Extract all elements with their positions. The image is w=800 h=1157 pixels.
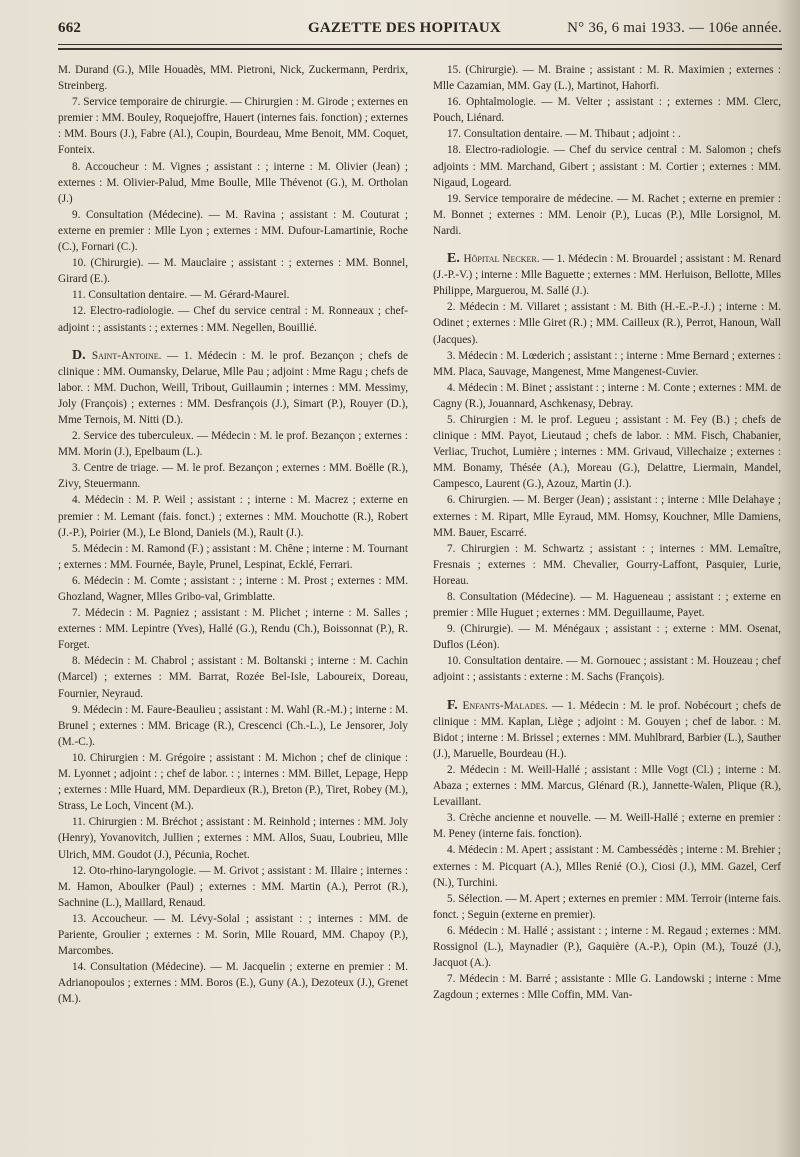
service-paragraph: 9. Médecin : M. Faure-Beaulieu ; assistant : M. Wahl (R.-M.) ; interne : M. Brunel ; externes : MM. Bricage (R.), Crescenci (Ch.-L.), Le Jensorer, Joly (M.-C.).: [58, 703, 408, 748]
service-paragraph: 5. Sélection. — M. Apert ; externes en premier : MM. Terroir (interne fais. fonct. ; Seguin (externe en premier).: [433, 892, 781, 921]
service-paragraph: 2. Médecin : M. Weill-Hallé ; assistant : Mlle Vogt (Cl.) ; interne : M. Abaza ; externes : MM. Marcus, Glénard (R.), Jannette-Walen, Plique (R.), Levaillant.: [433, 763, 781, 809]
service-paragraph: 12. Oto-rhino-laryngologie. — M. Grivot ; assistant : M. Illaire ; internes : M. Hamon, Aboulker (Paul) ; externes : MM. Martin (A.), Perrot (R.), Sachnine (L.), Maillard, Renaud.: [58, 864, 408, 909]
header-rule: [58, 44, 782, 45]
service-paragraph: 9. (Chirurgie). — M. Ménégaux ; assistant : ; externe : MM. Osenat, Duflos (Léon).: [433, 623, 781, 652]
service-paragraph: 15. (Chirurgie). — M. Braine ; assistant : M. R. Maximien ; externes : Mlle Cazamian, MM. Gay (L.), Martinot, Hahorfi.: [433, 64, 781, 93]
service-paragraph: 2. Service des tuberculeux. — Médecin : M. le prof. Bezançon ; externes : MM. Morin (J.), Epelbaum (L.).: [58, 430, 408, 459]
service-paragraph: 3. Médecin : M. Lœderich ; assistant : ; interne : Mme Bernard ; externes : MM. Placa, Sauvage, Mangenest, Mme Mangenest-Cuvier.: [433, 349, 781, 378]
service-paragraph: 7. Médecin : M. Barré ; assistante : Mlle G. Landowski ; interne : Mme Zagdoun ; externes : Mlle Coffin, MM. Van-: [433, 973, 781, 1002]
hospital-name: Saint-Antoine.: [91, 349, 162, 362]
service-paragraph: 6. Médecin : M. Comte ; assistant : ; interne : M. Prost ; externes : MM. Ghozland, Wagner, Mlles Gribo-val, Grimblatte.: [58, 574, 408, 603]
service-paragraph: 4. Médecin : M. Binet ; assistant : ; interne : M. Conte ; externes : MM. de Cagny (R.), Jouannard, Aschkenasy, Debray.: [433, 381, 781, 410]
page-header: [58, 14, 782, 42]
service-paragraph: 4. Médecin : M. Apert ; assistant : M. Cambessédès ; interne : M. Brehier ; externes : M. Picquart (A.), Mlles Renié (O.), Ciosi (J.), MM. Gazel, Cerf (N.), Turchini.: [433, 844, 782, 889]
hospital-name: Enfants-Malades.: [462, 699, 548, 712]
service-paragraph: M. Durand (G.), Mlle Houadès, MM. Pietroni, Nick, Zuckermann, Perdrix, Streinberg.: [58, 64, 408, 93]
service-paragraph: 6. Médecin : M. Hallé ; assistant : ; interne : M. Regaud ; externes : MM. Rossignol (L.), Maynadier (P.), Gaquière (A.-P.), Opin (M.), Touzé (J.), Jacquot (A.).: [433, 924, 781, 970]
service-paragraph: 18. Electro-radiologie. — Chef du service central : M. Salomon ; chefs adjoints : MM. Marchand, Gibert ; assistant : M. Cortier ; externes : MM. Nigaud, Logeard.: [433, 144, 781, 189]
service-paragraph: 13. Accoucheur. — M. Lévy-Solal ; assistant : ; internes : MM. de Pariente, Groulier ; externes : M. Sorin, Mlle Rouard, MM. Chapoy (P.), Marcombes.: [58, 912, 408, 958]
section-paragraph: [58, 348, 408, 428]
service-paragraph: 16. Ophtalmologie. — M. Velter ; assistant : ; externes : MM. Clerc, Pouch, Liénard.: [433, 96, 781, 125]
service-paragraph: 5. Médecin : M. Ramond (F.) ; assistant : M. Chêne ; interne : M. Tournant ; externes : MM. Fournée, Bayle, Prunel, Lespinat, Ecklé, Ferrari.: [58, 542, 408, 571]
section-text: — 1. Médecin : M. le prof. Nobécourt ; chefs de clinique : MM. Kaplan, Liège ; adjoint : M. Gouyen ; chef de labor. : M. Bidot ; interne : M. Brissel ; externes : MM. Muhlbrard, Barbier (L.), Sauther (J.), Maruelle, Bourdeau (H.).: [433, 699, 781, 760]
left-column: [58, 62, 408, 1007]
service-paragraph: 19. Service temporaire de médecine. — M. Rachet ; externe en premier : M. Bonnet ; externes : MM. Lenoir (P.), Lucas (P.), Mlle Lorsignol, M. Nardi.: [433, 192, 781, 237]
service-paragraph: 8. Consultation (Médecine). — M. Hagueneau ; assistant : ; externe en premier : Mlle Huguet ; externes : MM. Deguillaume, Payet.: [433, 591, 781, 620]
service-paragraph: 8. Accoucheur : M. Vignes ; assistant : ; interne : M. Olivier (Jean) ; externes : M. Olivier-Palud, Mme Boulle, Mlle Thévenot (G.), M. Ortholan (J.): [58, 160, 408, 205]
service-paragraph: 11. Consultation dentaire. — M. Gérard-Maurel.: [72, 289, 290, 302]
service-paragraph: 8. Médecin : M. Chabrol ; assistant : M. Boltanski ; interne : M. Cachin (Marcel) ; externes : MM. Barrat, Rozée Bel-Isle, Laboureix, Doreau, Fournier, Neyraud.: [58, 655, 408, 700]
section-paragraph: [433, 698, 781, 762]
section-letter: E.: [447, 251, 464, 267]
service-paragraph: 3. Crèche ancienne et nouvelle. — M. Weill-Hallé ; externe en premier : M. Peney (interne fais. fonction).: [433, 812, 781, 841]
service-paragraph: 4. Médecin : M. P. Weil ; assistant : ; interne : M. Macrez ; externe en premier : M. Lemant (fais. fonct.) ; externes : MM. Mouchotte (R.), Robert (J.-P.), Poirier (M.), Le Blond, Daniels (M.), Rault (J.).: [58, 494, 408, 539]
service-paragraph: 10. Chirurgien : M. Grégoire ; assistant : M. Michon ; chef de clinique : M. Lyonnet ; adjoint : ; chef de labor. : ; internes : MM. Billet, Lepage, Hepp ; externes : Mlle Huard, MM. Depardieux (R.), Breton (P.), Tiret, Robey (M.), Strass, Le Loch, Vincent (M.).: [58, 751, 408, 813]
service-paragraph: 17. Consultation dentaire. — M. Thibaut ; adjoint : .: [447, 128, 681, 141]
hospital-name: Hôpital Necker.: [463, 253, 540, 266]
service-paragraph: 10. Consultation dentaire. — M. Gornouec ; assistant : M. Houzeau ; chef adjoint : ; assistants : externe : M. Sachs (François).: [433, 655, 781, 684]
service-paragraph: 5. Chirurgien : M. le prof. Legueu ; assistant : M. Fey (B.) ; chefs de clinique : MM. Payot, Lieutaud ; chefs de labor. : MM. Fisch, Chabanier, Verliac, Truchot, Lumière ; internes : MM. Grivaud, Villechaize ; externes : MM. Bonamy, Thésée (A.), Moreau (G.), Delattre, Liermain, Mandel, Campesco, Laurent (G.), Azouz, Martin (J.).: [433, 413, 781, 491]
service-paragraph: 10. (Chirurgie). — M. Mauclaire ; assistant : ; externes : MM. Bonnel, Girard (E.).: [58, 257, 408, 286]
issue-info: N° 36, 6 mai 1933. — 106e année.: [567, 20, 782, 36]
header-rule-double: [58, 48, 782, 50]
service-paragraph: 9. Consultation (Médecine). — M. Ravina ; assistant : M. Couturat ; externe en premier : Mlle Lyon ; externes : MM. Dufour-Lamartinie, Roche (C.), Fornari (C.).: [58, 208, 408, 254]
service-paragraph: 2. Médecin : M. Villaret ; assistant : M. Bith (H.-E.-P.-J.) ; interne : M. Odinet ; externes : Mlle Giret (R.) ; MM. Cailleux (R.), Perrot, Hanoun, Wall (Jacques).: [433, 301, 781, 346]
service-paragraph: 14. Consultation (Médecine). — M. Jacquelin ; externe en premier : M. Adrianopoulos ; externes : MM. Boros (E.), Guny (A.), Dezoteux (J.), Grenet (M.).: [58, 961, 408, 1006]
publication-title: GAZETTE DES HOPITAUX: [308, 20, 501, 36]
service-paragraph: 6. Chirurgien. — M. Berger (Jean) ; assistant : ; interne : Mlle Delahaye ; externes : M. Ripart, Mlle Eyraud, MM. Homsy, Kouchner, Mlle Damiens, MM. Bauer, Escarré.: [433, 494, 781, 539]
page-number: 662: [58, 20, 82, 36]
section-letter: D.: [72, 347, 92, 363]
section-letter: F.: [447, 697, 463, 713]
section-text: — 1. Médecin : M. le prof. Bezançon ; chefs de clinique : MM. Oumansky, Delarue, Mlle Pau ; adjoint : Mme Ragu ; chefs de labor. : MM. Duchon, Weill, Tribout, Guillaumin ; internes : MM. Messimy, Joly (François) ; externes : MM. Desfrançois (J.), Simart (P.), Rouyer (D.), Mme Ternois, M. Nitti (D.).: [58, 349, 408, 426]
service-paragraph: 11. Chirurgien : M. Bréchot ; assistant : M. Reinhold ; internes : MM. Joly (Henry), Yovanovitch, Jullien ; externes : MM. Allos, Suau, Loubrieu, Mlle Ulrich, MM. Goudot (J.), Pécunia, Rochet.: [58, 816, 408, 861]
right-column: [433, 62, 781, 1003]
service-paragraph: 12. Electro-radiologie. — Chef du service central : M. Ronneaux ; chef-adjoint : ; assistants : ; externes : MM. Negellen, Bouillié.: [58, 305, 408, 334]
service-paragraph: 7. Service temporaire de chirurgie. — Chirurgien : M. Girode ; externes en premier : MM. Bouley, Roquejoffre, Hauert (internes fais. fonction) ; externes : MM. Bours (J.), Fabre (Al.), Coupin, Bourdeau, Mme Benoit, MM. Coquet, Fonteix.: [58, 96, 408, 157]
service-paragraph: 3. Centre de triage. — M. le prof. Bezançon ; externes : MM. Boëlle (R.), Zivy, Steuermann.: [58, 462, 408, 491]
section-text: — 1. Médecin : M. Brouardel ; assistant : M. Renard (J.-P.-V.) ; interne : Mlle Baguette ; externes : MM. Herluison, Bellotte, Mlles Philippe, Marguerou, M. Sallé (J.).: [433, 253, 781, 298]
service-paragraph: 7. Chirurgien : M. Schwartz ; assistant : ; internes : MM. Lemaître, Fresnais ; externes : MM. Chevalier, Gourry-Laffont, Pasquier, Lurie, Horeau.: [433, 542, 781, 587]
section-paragraph: [433, 251, 781, 299]
service-paragraph: 7. Médecin : M. Pagniez ; assistant : M. Plichet ; interne : M. Salles ; externes : MM. Lepintre (Yves), Hallé (G.), Rendu (Ch.), Boissonnat (P.), R. Forget.: [58, 607, 408, 652]
